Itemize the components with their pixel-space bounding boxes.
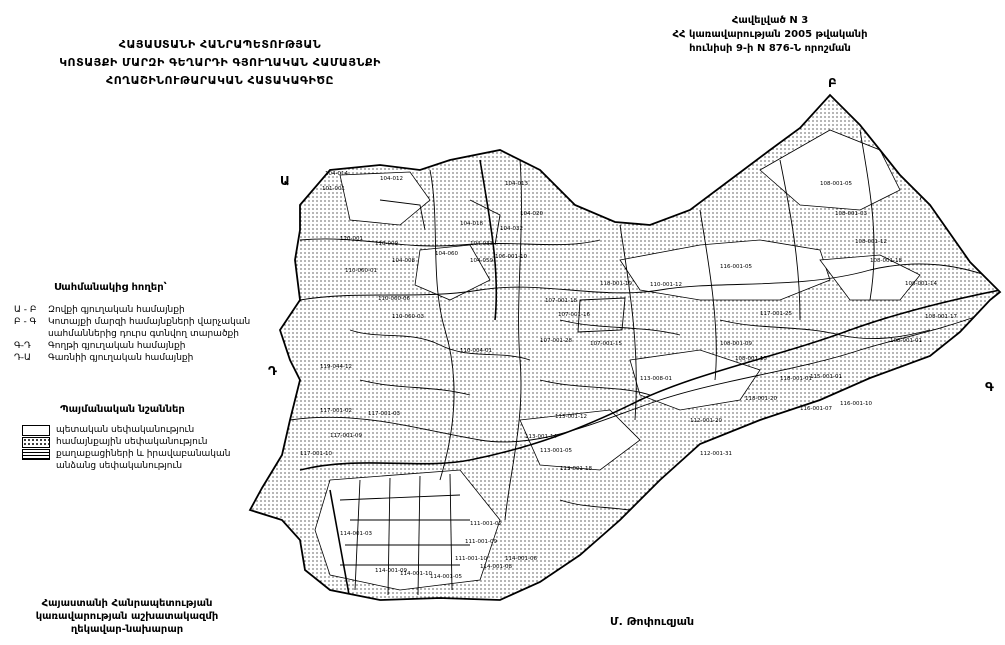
parcel-label: 104-013	[505, 181, 528, 187]
hatched-swatch	[22, 449, 50, 460]
symbol-row	[22, 460, 302, 472]
parcel-label: 119-044-12	[320, 364, 352, 370]
boundary-legend	[14, 282, 274, 364]
symbol-text: համայնքային սեփականություն	[56, 437, 208, 447]
parcel-label: 110-004-01	[460, 348, 492, 354]
parcel-label: 104-020	[520, 211, 543, 217]
title-line-2: ԿՈՏԱՅՔԻ ՄԱՐԶԻ ԳԵՂԱՐԴԻ ԳՅՈՒՂԱԿԱՆ ՀԱՄԱՅՆՔԻ	[59, 56, 381, 69]
dotted-swatch	[22, 437, 50, 448]
parcel-label: 110-001-12	[650, 282, 682, 288]
parcel-label: 104-060	[435, 251, 458, 257]
legend-text: Գողթի գյուղական համայնքի	[48, 341, 186, 351]
parcel-label: 107-001-15	[590, 341, 622, 347]
white-swatch	[22, 425, 50, 436]
legend-code: Դ-Ա	[14, 353, 31, 363]
parcel-label: 117-001-02	[320, 408, 352, 414]
parcel-label: 114-001-03	[340, 531, 372, 537]
parcel-label: 117-001-09	[330, 433, 362, 439]
parcel-label: 114-001-09	[375, 568, 407, 574]
legend-row	[14, 304, 274, 316]
parcel-label: 104-032	[500, 226, 523, 232]
signature-line-2: կառավարության աշխատակազմի	[35, 611, 219, 622]
parcel-label: 113-001-05	[540, 448, 572, 454]
parcel-label: 114-001-10	[400, 571, 432, 577]
parcel-label: 106-001-10	[495, 254, 527, 260]
parcel-label: 114-001-08	[480, 564, 512, 570]
parcel-label: 108-001-03	[835, 211, 867, 217]
parcel-label: 118-001-19	[600, 281, 632, 287]
parcel-label: 104-018	[460, 221, 483, 227]
parcel-label: 108-001-12	[855, 239, 887, 245]
parcel-label: 113-008-01	[640, 376, 672, 382]
legend-text: Զովքի գյուղական համայնքի	[48, 305, 185, 315]
parcel-label: 114-001-05	[430, 574, 462, 580]
corner-label-d: Դ	[268, 364, 277, 378]
symbols-legend-heading: Պայմանական նշաններ	[60, 404, 185, 415]
parcel-label: 110-060-03	[392, 314, 424, 320]
parcel-label: 101-001	[322, 186, 345, 192]
corner-label-a: Ա	[280, 174, 290, 188]
appendix-line-3: հունիսի 9-ի N 876-Ն որոշման	[689, 43, 851, 54]
parcel-label: 120-001	[340, 236, 363, 242]
parcel-label: 117-001-25	[760, 311, 792, 317]
parcel-label: 113-001-12	[555, 414, 587, 420]
parcel-label: 104-033	[470, 241, 493, 247]
symbol-row	[22, 436, 302, 448]
symbol-text: պետական սեփականություն	[56, 425, 195, 435]
parcel-label: 104-014	[325, 171, 348, 177]
parcel-label: 108-001-14	[905, 281, 937, 287]
parcel-label: 108-001-01	[890, 338, 922, 344]
parcel-label: 108-001-18	[870, 258, 902, 264]
signature-line-1: Հայաստանի Հանրապետության	[41, 598, 213, 609]
appendix-line-1: Հավելված N 3	[731, 15, 809, 26]
parcel-label: 108-001-15	[735, 356, 767, 362]
legend-code: Գ-Դ	[14, 341, 31, 351]
parcel-label: 110-060-01	[345, 268, 377, 274]
parcel-label: 108-001-05	[820, 181, 852, 187]
title-line-1: ՀԱՅԱՍՏԱՆԻ ՀԱՆՐԱՊԵՏՈՒԹՅԱՆ	[118, 38, 322, 51]
parcel-label: 116-001-10	[840, 401, 872, 407]
parcel-label: 104-012	[380, 176, 403, 182]
parcel-label: 118-001-20	[745, 396, 777, 402]
parcel-label: 110-009	[375, 241, 398, 247]
symbol-row	[22, 424, 302, 436]
parcel-label: 111-001-02	[470, 521, 502, 527]
symbol-row	[22, 448, 302, 460]
legend-row	[14, 316, 274, 328]
legend-row	[14, 352, 274, 364]
signature-block	[12, 597, 242, 636]
parcel-label: 117-001-03	[368, 411, 400, 417]
legend-text: Կոտայքի մարզի համայնքների վարչական	[48, 317, 251, 327]
parcel-label: 112-001-20	[690, 418, 722, 424]
legend-code: Բ - Գ	[14, 317, 37, 327]
symbol-text: անձանց սեփականություն	[56, 461, 183, 471]
parcel-label: 110-060-06	[378, 296, 410, 302]
parcel-label: 107-001-28	[540, 338, 572, 344]
parcel-label: 108-001-09	[720, 341, 752, 347]
appendix-line-2: ՀՀ կառավարության 2005 թվականի	[672, 29, 868, 40]
legend-text: Գառնիի գյուղական համայնքի	[48, 353, 194, 363]
signatory-name: Մ. Թոփուզյան	[610, 615, 695, 628]
symbols-legend	[22, 404, 302, 472]
parcel-label: 113-001-14	[525, 434, 557, 440]
appendix-note	[640, 14, 900, 56]
parcel-label: 111-001-09	[465, 539, 497, 545]
parcel-label: 113-001-18	[560, 466, 592, 472]
parcel-label: 112-001-31	[700, 451, 732, 457]
parcel-label: 107-001-16	[558, 312, 590, 318]
parcel-label: 108-001-17	[925, 314, 957, 320]
legend-row	[14, 340, 274, 352]
parcel-label: 118-001-01	[780, 376, 812, 382]
map-title	[40, 36, 400, 90]
corner-label-g: Գ	[985, 380, 994, 394]
signature-line-3: ղեկավար-նախարար	[70, 624, 184, 635]
legend-row	[14, 328, 274, 340]
parcel-label: 107-001-18	[545, 298, 577, 304]
parcel-label: 116-001-07	[800, 406, 832, 412]
legend-code	[14, 328, 48, 340]
parcel-label: 111-001-10	[455, 556, 487, 562]
parcel-label: 117-001-10	[300, 451, 332, 457]
parcel-label: 104-059	[470, 258, 493, 264]
corner-label-b: Բ	[828, 76, 837, 90]
parcel-label: 114-001-06	[505, 556, 537, 562]
parcel-label: 115-001-01	[810, 374, 842, 380]
title-line-3: ՀՈՂԱՇԻՆՈՒԹԱՐԱԿԱՆ ՀԱՏԱԿԱԳԻԾԸ	[106, 74, 334, 87]
legend-text: սահմաններից դուրս գտնվող տարածքի	[48, 329, 239, 339]
parcel-label: 116-001-05	[720, 264, 752, 270]
symbol-text: քաղաքացիների և իրավաբանական	[56, 449, 231, 459]
legend-code: Ա - Բ	[14, 305, 37, 315]
boundary-legend-heading: Սահմանակից հողեր՝	[54, 282, 167, 293]
parcel-label: 104-008	[392, 258, 415, 264]
blank-swatch	[22, 461, 50, 472]
